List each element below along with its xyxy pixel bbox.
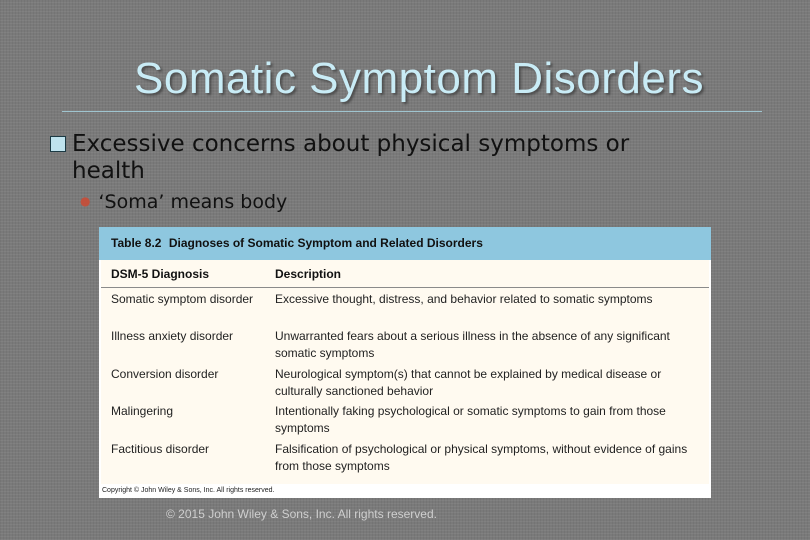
main-bullet-line1: Excessive concerns about physical symptoms or [72, 131, 630, 157]
description-cell: Neurological symptom(s) that cannot be explained by medical disease or culturally sanctioned behavior [275, 366, 662, 398]
diagnosis-cell: Malingering [111, 404, 174, 419]
header-description: Description [275, 266, 342, 281]
table-row [101, 288, 709, 325]
sub-bullet-text: ‘Soma’ means body [98, 191, 288, 213]
table-copyright: Copyright © John Wiley & Sons, Inc. All rights reserved. [102, 487, 275, 494]
header-diagnosis: DSM-5 Diagnosis [111, 266, 210, 281]
table-number: Table 8.2 [111, 236, 162, 250]
sub-bullet [80, 191, 287, 213]
title-divider [62, 111, 762, 112]
description-cell: Intentionally faking psychological or somatic symptoms to gain from those symptoms [275, 404, 666, 436]
description-cell: Excessive thought, distress, and behavior related to somatic symptoms [275, 292, 653, 306]
table-row [101, 438, 709, 475]
table-caption [99, 227, 711, 260]
diagnosis-cell: Somatic symptom disorder [111, 292, 254, 306]
square-bullet-icon [50, 136, 66, 152]
slide-footer: © 2015 John Wiley & Sons, Inc. All rights reserved. [166, 507, 437, 521]
diagnosis-cell: Factitious disorder [111, 441, 210, 456]
table-header-row [101, 260, 709, 288]
table-row [101, 325, 709, 362]
main-bullet-line2: health [72, 158, 145, 184]
round-bullet-icon: ● [80, 194, 91, 208]
table-body [101, 260, 709, 484]
diagnosis-cell: Conversion disorder [111, 366, 219, 381]
slide-title: Somatic Symptom Disorders [134, 54, 704, 103]
main-bullet [50, 131, 770, 185]
table-caption-text: Diagnoses of Somatic Symptom and Related Disorders [168, 236, 483, 250]
description-cell: Falsification of psychological or physical symptoms, without evidence of gains from those symptoms [275, 441, 688, 473]
diagnosis-cell: Illness anxiety disorder [111, 329, 234, 344]
diagnoses-table [99, 227, 711, 498]
description-cell: Unwarranted fears about a serious illness in the absence of any significant somatic symptoms [275, 329, 670, 361]
table-row [101, 400, 709, 437]
table-row [101, 363, 709, 400]
